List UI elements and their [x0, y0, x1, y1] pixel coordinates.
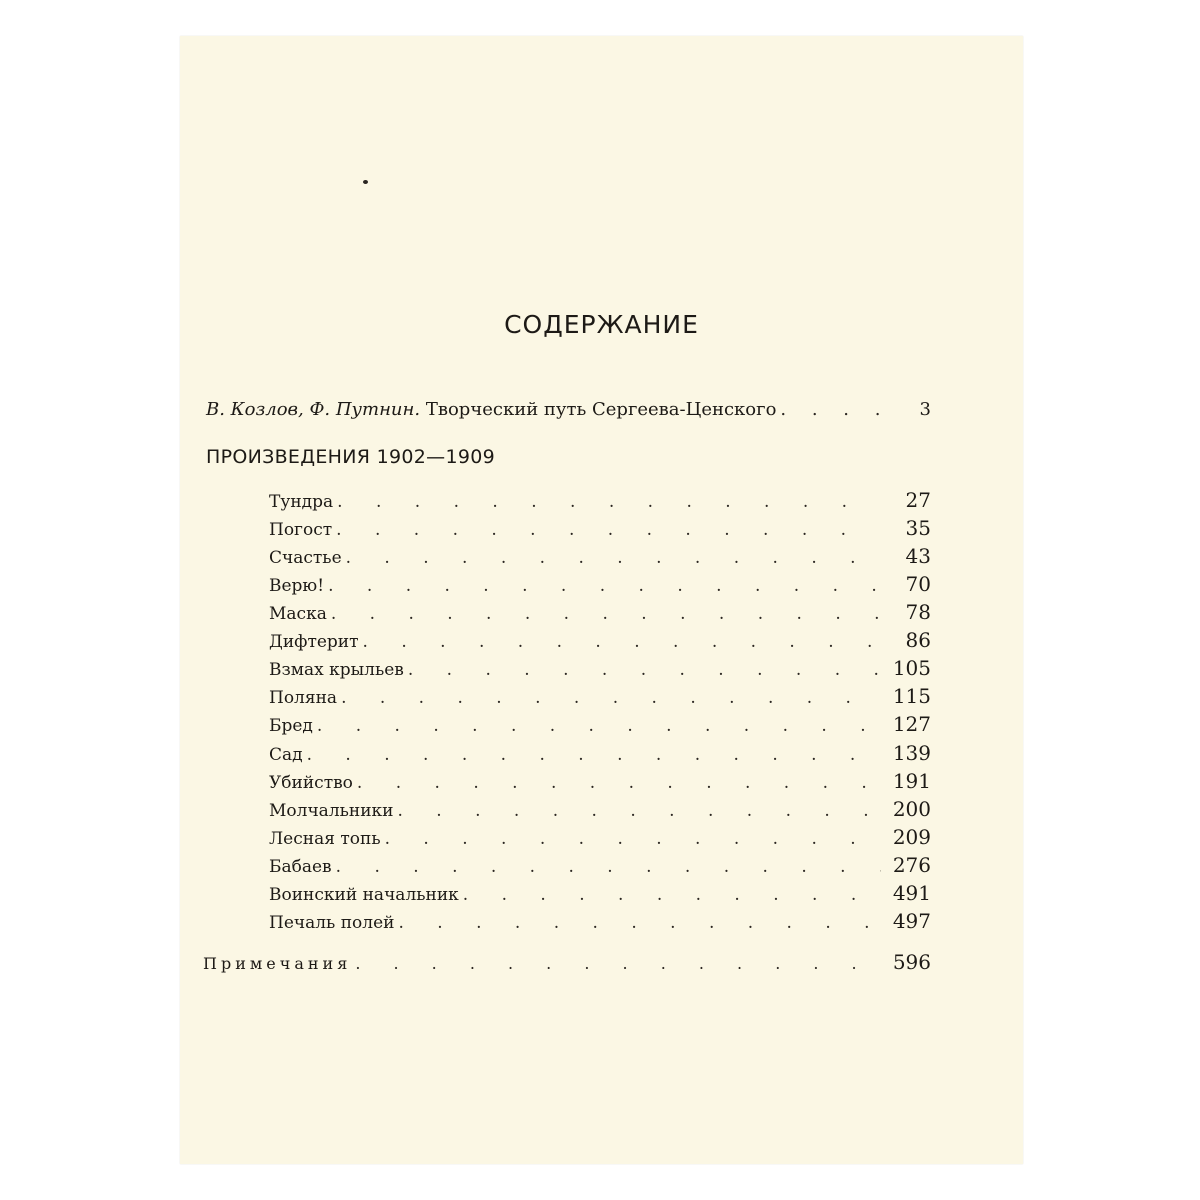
toc-entry-notes: [203, 948, 931, 976]
page-number: 596: [892, 950, 931, 974]
dot-leader: [363, 628, 881, 656]
ink-speck: [363, 180, 368, 184]
page-number: 200: [892, 796, 931, 821]
toc-entry: [269, 486, 931, 514]
page-number: 105: [892, 656, 931, 681]
page-number: 497: [892, 908, 931, 933]
page-number: 209: [892, 824, 931, 849]
toc-entry: [269, 654, 931, 682]
toc-entry-title: Воинский начальник: [269, 884, 459, 905]
dot-leader: [398, 909, 881, 937]
toc-entry: [269, 879, 931, 907]
dot-leader: [346, 544, 881, 572]
dot-leader: [317, 712, 881, 740]
page-number: 191: [892, 768, 931, 793]
toc-entry: [269, 767, 931, 795]
intro-title: Творческий путь Сергеева-Ценского: [425, 399, 777, 420]
toc-entry-title: Погост: [269, 520, 333, 541]
page-number: 86: [905, 628, 931, 653]
toc-entry-title: Сад: [269, 744, 303, 765]
page-number: 78: [905, 600, 931, 625]
page-number: 43: [905, 544, 931, 569]
dot-leader: [328, 572, 881, 600]
toc-entry-title: Печаль полей: [269, 912, 395, 933]
toc-entry-title: Маска: [269, 604, 327, 625]
toc-entry: [269, 682, 931, 710]
dot-leader: [463, 881, 881, 909]
toc-entry: [269, 823, 931, 851]
dot-leader: [307, 741, 881, 769]
dot-leader: [337, 488, 881, 516]
page-number: 115: [892, 684, 931, 709]
page-number: 127: [892, 712, 931, 737]
toc-entry: [269, 739, 931, 767]
book-page: [180, 36, 1023, 1164]
toc-entry: [269, 710, 931, 738]
dot-leader: [341, 684, 881, 712]
intro-authors: В. Козлов, Ф. Путнин.: [206, 399, 421, 420]
toc-entry: [269, 851, 931, 879]
dot-leader: [355, 950, 881, 978]
toc-entry-title: Бред: [269, 716, 313, 737]
toc-entry: [269, 598, 931, 626]
toc-entry-title: [206, 396, 780, 424]
dot-leader: [398, 797, 882, 825]
toc-entry-title: Поляна: [269, 688, 338, 709]
page-number: 3: [919, 399, 931, 420]
toc-entry: [269, 626, 931, 654]
page-number: 276: [892, 852, 931, 877]
toc-entry-intro: [206, 396, 931, 424]
dot-leader: [336, 853, 881, 881]
page-number: 27: [905, 488, 931, 512]
section-title: ПРОИЗВЕДЕНИЯ 1902—1909: [206, 446, 496, 468]
page-number: 139: [892, 740, 931, 765]
contents-heading: СОДЕРЖАНИЕ: [504, 310, 699, 339]
toc-entry-title: Тундра: [269, 492, 334, 512]
page-number: 35: [905, 516, 931, 541]
toc-entry: [269, 907, 931, 935]
toc-entry: [269, 514, 931, 542]
page-number: 491: [892, 880, 931, 905]
toc-entry-title: Дифтерит: [269, 632, 359, 653]
dot-leader: [408, 656, 881, 684]
toc-entry-title: Верю!: [269, 576, 325, 597]
toc-entry-title: Счастье: [269, 548, 342, 569]
dot-leader: [780, 396, 881, 424]
page-number: 70: [905, 572, 931, 597]
toc-entry-title: Бабаев: [269, 856, 332, 877]
toc-entry: [269, 795, 931, 823]
dot-leader: [331, 600, 881, 628]
toc-entry: [269, 542, 931, 570]
dot-leader: [336, 516, 881, 544]
toc-entry-title: Убийство: [269, 772, 353, 793]
toc-entry: [269, 570, 931, 598]
toc-entry-title: Молчальники: [269, 800, 394, 821]
toc-entry-title: Лесная топь: [269, 828, 381, 849]
notes-title: Примечания: [203, 954, 352, 973]
toc-entry-title: Взмах крыльев: [269, 660, 404, 681]
dot-leader: [385, 825, 881, 853]
dot-leader: [357, 769, 881, 797]
